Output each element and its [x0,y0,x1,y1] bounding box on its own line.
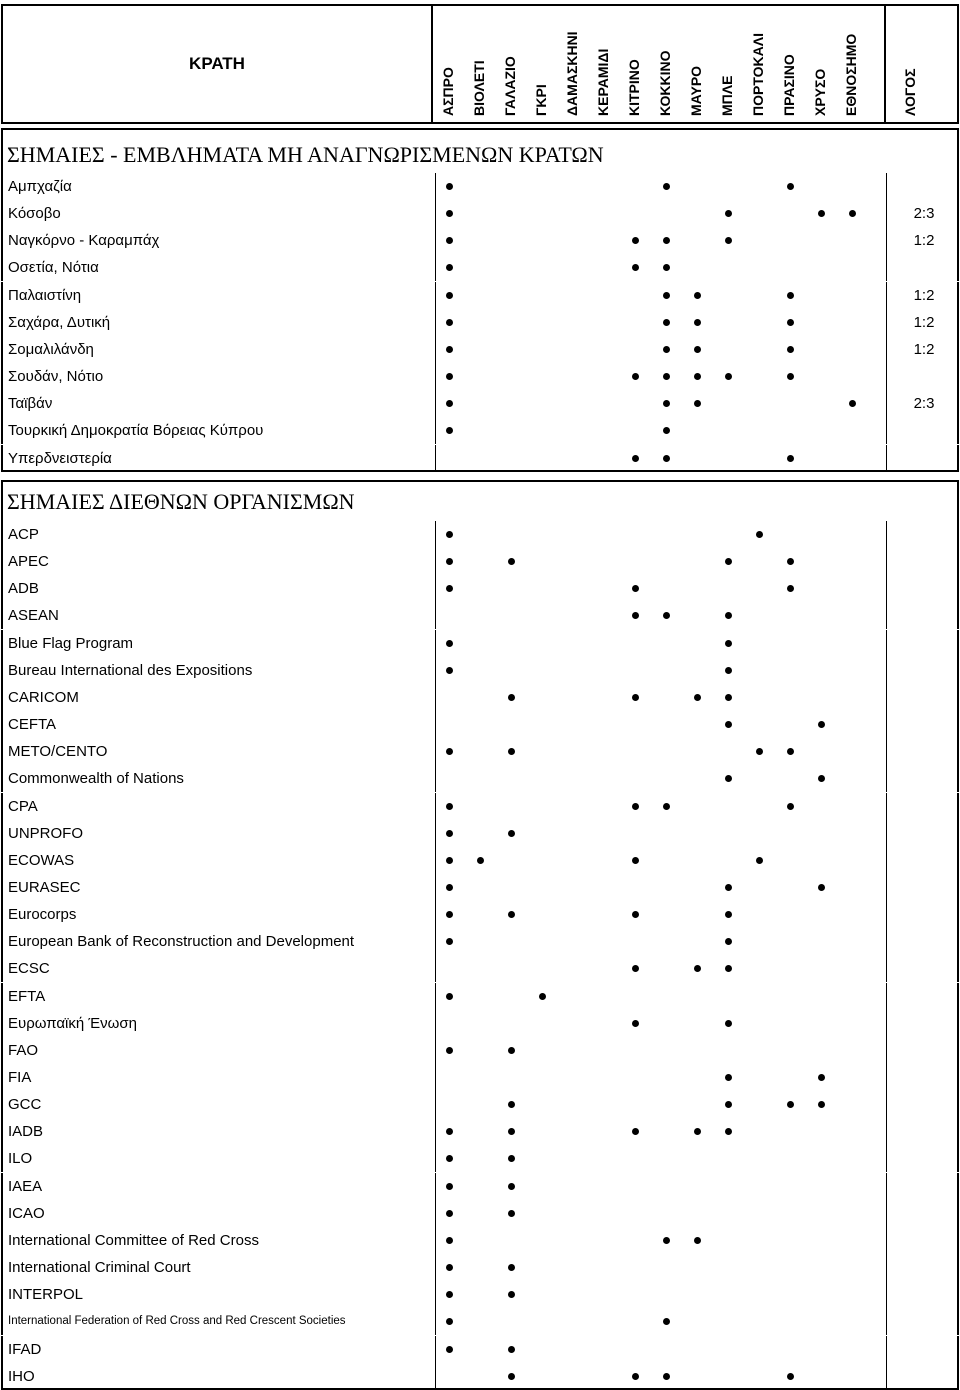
color-mark-dot [446,292,453,299]
header-color-label: ΜΑΥΡΟ [688,65,704,116]
table-row [1,1336,959,1363]
row-name: ASEAN [8,607,59,624]
row-name: Commonwealth of Nations [8,770,184,787]
table-row [1,1308,959,1335]
section-header [1,128,959,173]
table-row [1,309,959,336]
color-mark-dot [787,585,794,592]
color-mark-dot [663,1373,670,1380]
row-name: Bureau International des Expositions [8,662,253,679]
header-color-label: ΒΙΟΛΕΤΙ [471,60,487,116]
color-mark-dot [446,1210,453,1217]
row-color-cells [435,363,887,390]
row-color-cells [435,336,887,363]
row-color-cells [435,1200,887,1227]
row-color-cells [435,1308,887,1335]
color-mark-dot [632,264,639,271]
color-mark-dot [787,1101,794,1108]
row-color-cells [435,657,887,684]
header-color-label: ΓΚΡΙ [533,84,549,116]
color-mark-dot [446,803,453,810]
color-mark-dot [446,667,453,674]
color-mark-dot [725,721,732,728]
table-row [1,227,959,254]
color-mark-dot [446,319,453,326]
color-mark-dot [446,585,453,592]
row-color-cells [435,173,887,200]
color-mark-dot [694,346,701,353]
row-color-cells [435,1037,887,1064]
row-name: Οσετία, Νότια [8,259,99,276]
color-mark-dot [446,1128,453,1135]
color-mark-dot [632,857,639,864]
color-mark-dot [787,748,794,755]
color-mark-dot [663,237,670,244]
row-name: FIA [8,1069,32,1086]
row-ratio: 1:2 [913,232,935,249]
row-color-cells [435,521,887,548]
table-row [1,602,959,629]
row-name: Αμπχαζία [8,178,72,195]
color-mark-dot [446,1291,453,1298]
color-mark-dot [787,1373,794,1380]
color-mark-dot [725,1128,732,1135]
table-row [1,200,959,227]
table-row [1,1091,959,1118]
row-name: APEC [8,553,49,570]
color-mark-dot [663,803,670,810]
row-name: IHO [8,1368,35,1385]
color-mark-dot [725,694,732,701]
row-name: Κόσοβο [8,205,61,222]
color-mark-dot [725,965,732,972]
table-row [1,363,959,390]
color-mark-dot [539,993,546,1000]
row-color-cells [435,1145,887,1172]
table-row [1,336,959,363]
color-mark-dot [508,1373,515,1380]
color-mark-dot [446,1237,453,1244]
color-mark-dot [632,803,639,810]
header-color-label: ΑΣΠΡΟ [440,67,456,116]
table-row [1,173,959,200]
color-mark-dot [632,911,639,918]
color-mark-dot [446,427,453,434]
table-row [1,793,959,820]
row-name: GCC [8,1096,42,1113]
table-row [1,1118,959,1145]
row-ratio: 1:2 [913,287,935,304]
table-row [1,521,959,548]
color-mark-dot [725,938,732,945]
color-mark-dot [725,775,732,782]
color-mark-dot [725,667,732,674]
color-mark-dot [632,1020,639,1027]
section-header [1,480,959,521]
color-mark-dot [446,210,453,217]
color-mark-dot [725,558,732,565]
row-color-cells [435,630,887,657]
color-mark-dot [694,292,701,299]
color-mark-dot [725,373,732,380]
color-mark-dot [446,1346,453,1353]
row-name: European Bank of Reconstruction and Development [8,933,355,950]
color-mark-dot [725,640,732,647]
color-mark-dot [725,1020,732,1027]
header-color-label: ΕΘΝΟΣΗΜΟ [843,33,859,116]
row-name: Σουδάν, Νότιο [8,368,104,385]
row-color-cells [435,928,887,955]
table-row [1,901,959,928]
header-color-label: ΜΠΛΕ [719,75,735,116]
header-ratio-cell [884,4,959,124]
row-name: ADB [8,580,39,597]
color-mark-dot [508,1264,515,1271]
row-color-cells [435,445,887,472]
color-mark-dot [787,455,794,462]
color-mark-dot [446,830,453,837]
color-mark-dot [756,531,763,538]
row-name: Ευρωπαϊκή Ένωση [8,1015,137,1032]
header-color-label: ΚΙΤΡΙΝΟ [626,59,642,116]
color-mark-dot [508,1155,515,1162]
table-row [1,928,959,955]
color-mark-dot [725,911,732,918]
color-mark-dot [849,400,856,407]
color-mark-dot [663,373,670,380]
color-mark-dot [446,400,453,407]
row-name: Ναγκόρνο - Καραμπάχ [8,232,160,249]
row-name: Ταϊβάν [8,395,53,412]
color-mark-dot [725,237,732,244]
table-row [1,1227,959,1254]
header-title-cell [1,4,433,124]
color-mark-dot [446,558,453,565]
table-row [1,983,959,1010]
row-color-cells [435,820,887,847]
section-title: ΣΗΜΑΙΕΣ - ΕΜΒΛΗΜΑΤΑ ΜΗ ΑΝΑΓΝΩΡΙΣΜΕΝΩΝ ΚΡΑΤΩΝ [7,142,604,167]
row-name: IADB [8,1123,44,1140]
table-row [1,765,959,792]
header-color-label: ΠΡΑΣΙΝΟ [781,54,797,116]
row-name: ACP [8,526,39,543]
color-mark-dot [477,857,484,864]
row-name: INTERPOL [8,1286,84,1303]
color-mark-dot [632,373,639,380]
header-color-label: ΧΡΥΣΟ [812,68,828,116]
color-mark-dot [508,830,515,837]
table-row [1,820,959,847]
color-mark-dot [818,210,825,217]
color-mark-dot [694,694,701,701]
color-mark-dot [756,857,763,864]
color-mark-dot [446,748,453,755]
color-mark-dot [694,1128,701,1135]
row-name: IFAD [8,1341,42,1358]
color-mark-dot [446,1183,453,1190]
row-color-cells [435,847,887,874]
row-color-cells [435,1227,887,1254]
header-ratio-label: ΛΟΓΟΣ [902,68,918,116]
color-mark-dot [818,1074,825,1081]
color-mark-dot [446,911,453,918]
table-row [1,630,959,657]
color-mark-dot [663,264,670,271]
color-mark-dot [446,1155,453,1162]
color-mark-dot [787,292,794,299]
color-mark-dot [508,694,515,701]
color-mark-dot [508,1346,515,1353]
color-mark-dot [694,319,701,326]
color-mark-dot [725,1074,732,1081]
color-mark-dot [508,1291,515,1298]
table-row [1,1200,959,1227]
color-mark-dot [818,1101,825,1108]
row-color-cells [435,1118,887,1145]
row-name: EFTA [8,988,46,1005]
color-mark-dot [663,346,670,353]
color-mark-dot [725,1101,732,1108]
table-row [1,575,959,602]
color-mark-dot [787,319,794,326]
table-row [1,1254,959,1281]
row-name: International Committee of Red Cross [8,1232,259,1249]
row-color-cells [435,1281,887,1308]
color-mark-dot [508,911,515,918]
table-row [1,874,959,901]
table-row [1,1064,959,1091]
color-mark-dot [818,884,825,891]
row-name: CPA [8,798,38,815]
color-mark-dot [508,1101,515,1108]
color-mark-dot [725,612,732,619]
table-row [1,445,959,472]
row-color-cells [435,309,887,336]
color-mark-dot [694,373,701,380]
color-mark-dot [508,1183,515,1190]
color-mark-dot [694,400,701,407]
row-name: ICAO [8,1205,45,1222]
table-row [1,711,959,738]
table-row [1,847,959,874]
row-name: Σομαλιλάνδη [8,341,94,358]
row-color-cells [435,602,887,629]
color-mark-dot [663,183,670,190]
table-row [1,1363,959,1390]
color-mark-dot [725,210,732,217]
color-mark-dot [508,1210,515,1217]
row-name: EURASEC [8,879,81,896]
row-name: International Criminal Court [8,1259,191,1276]
row-color-cells [435,1010,887,1037]
row-ratio: 1:2 [913,314,935,331]
color-mark-dot [787,558,794,565]
color-mark-dot [446,884,453,891]
table-row [1,955,959,982]
row-color-cells [435,1173,887,1200]
color-mark-dot [787,183,794,190]
color-mark-dot [446,993,453,1000]
row-name: CARICOM [8,689,79,706]
row-color-cells [435,1363,887,1390]
table-row [1,1173,959,1200]
row-color-cells [435,254,887,281]
color-mark-dot [756,748,763,755]
row-color-cells [435,417,887,444]
table-row [1,657,959,684]
row-color-cells [435,548,887,575]
row-name: ECSC [8,960,50,977]
header-color-label: ΚΟΚΚΙΝΟ [657,50,673,116]
color-mark-dot [787,803,794,810]
row-color-cells [435,282,887,309]
row-name: IAEA [8,1178,43,1195]
row-name: METO/CENTO [8,743,108,760]
row-name: Σαχάρα, Δυτική [8,314,111,331]
color-mark-dot [446,237,453,244]
row-ratio: 2:3 [913,395,935,412]
table-row [1,254,959,281]
table-row [1,1010,959,1037]
row-color-cells [435,738,887,765]
color-mark-dot [632,965,639,972]
row-name: ILO [8,1150,33,1167]
color-mark-dot [632,694,639,701]
color-mark-dot [446,1264,453,1271]
color-mark-dot [508,1128,515,1135]
color-mark-dot [446,183,453,190]
table-row [1,417,959,444]
color-mark-dot [663,612,670,619]
row-color-cells [435,901,887,928]
row-name: Τουρκική Δημοκρατία Βόρειας Κύπρου [8,422,264,439]
color-mark-dot [632,1373,639,1380]
table-row [1,1145,959,1172]
row-color-cells [435,684,887,711]
color-mark-dot [446,857,453,864]
row-name: Παλαιστίνη [8,287,82,304]
row-color-cells [435,227,887,254]
row-color-cells [435,793,887,820]
row-name: Υπερδνειστερία [8,450,112,467]
header-color-label: ΓΑΛΑΖΙΟ [502,56,518,116]
color-mark-dot [663,1318,670,1325]
table-row [1,684,959,711]
table-row [1,1281,959,1308]
color-mark-dot [446,264,453,271]
color-mark-dot [725,884,732,891]
table-row [1,390,959,417]
row-color-cells [435,390,887,417]
color-mark-dot [446,640,453,647]
table-row [1,548,959,575]
color-mark-dot [446,373,453,380]
color-mark-dot [787,373,794,380]
row-color-cells [435,983,887,1010]
color-mark-dot [663,427,670,434]
color-mark-dot [663,455,670,462]
row-name: Eurocorps [8,906,77,923]
color-mark-dot [818,721,825,728]
color-mark-dot [632,1128,639,1135]
color-mark-dot [508,558,515,565]
color-mark-dot [663,319,670,326]
color-mark-dot [632,455,639,462]
color-mark-dot [787,346,794,353]
color-mark-dot [632,612,639,619]
row-name: International Federation of Red Cross and Red Crescent Societies [8,1315,346,1327]
row-color-cells [435,1336,887,1363]
row-name: UNPROFO [8,825,83,842]
color-mark-dot [694,1237,701,1244]
color-mark-dot [663,292,670,299]
color-mark-dot [663,400,670,407]
table-row [1,738,959,765]
header-title: ΚΡΑΤΗ [189,54,245,73]
row-color-cells [435,575,887,602]
color-mark-dot [818,775,825,782]
row-color-cells [435,1254,887,1281]
table-row [1,282,959,309]
header-color-label: ΔΑΜΑΣΚΗΝΙ [564,31,580,116]
color-mark-dot [446,346,453,353]
color-mark-dot [508,1047,515,1054]
color-mark-dot [849,210,856,217]
color-mark-dot [446,1047,453,1054]
row-name: CEFTA [8,716,57,733]
color-mark-dot [694,965,701,972]
color-mark-dot [446,531,453,538]
row-name: ECOWAS [8,852,75,869]
row-name: Blue Flag Program [8,635,134,652]
color-mark-dot [632,237,639,244]
row-ratio: 1:2 [913,341,935,358]
color-mark-dot [446,1318,453,1325]
row-color-cells [435,955,887,982]
section-title: ΣΗΜΑΙΕΣ ΔΙΕΘΝΩΝ ΟΡΓΑΝΙΣΜΩΝ [7,489,355,514]
row-ratio: 2:3 [913,205,935,222]
row-name: FAO [8,1042,39,1059]
color-mark-dot [508,748,515,755]
header-color-label: ΠΟΡΤΟΚΑΛΙ [750,33,766,116]
header-color-label: ΚΕΡΑΜΙΔΙ [595,48,611,116]
table-row [1,1037,959,1064]
color-mark-dot [663,1237,670,1244]
color-mark-dot [446,938,453,945]
color-mark-dot [632,585,639,592]
